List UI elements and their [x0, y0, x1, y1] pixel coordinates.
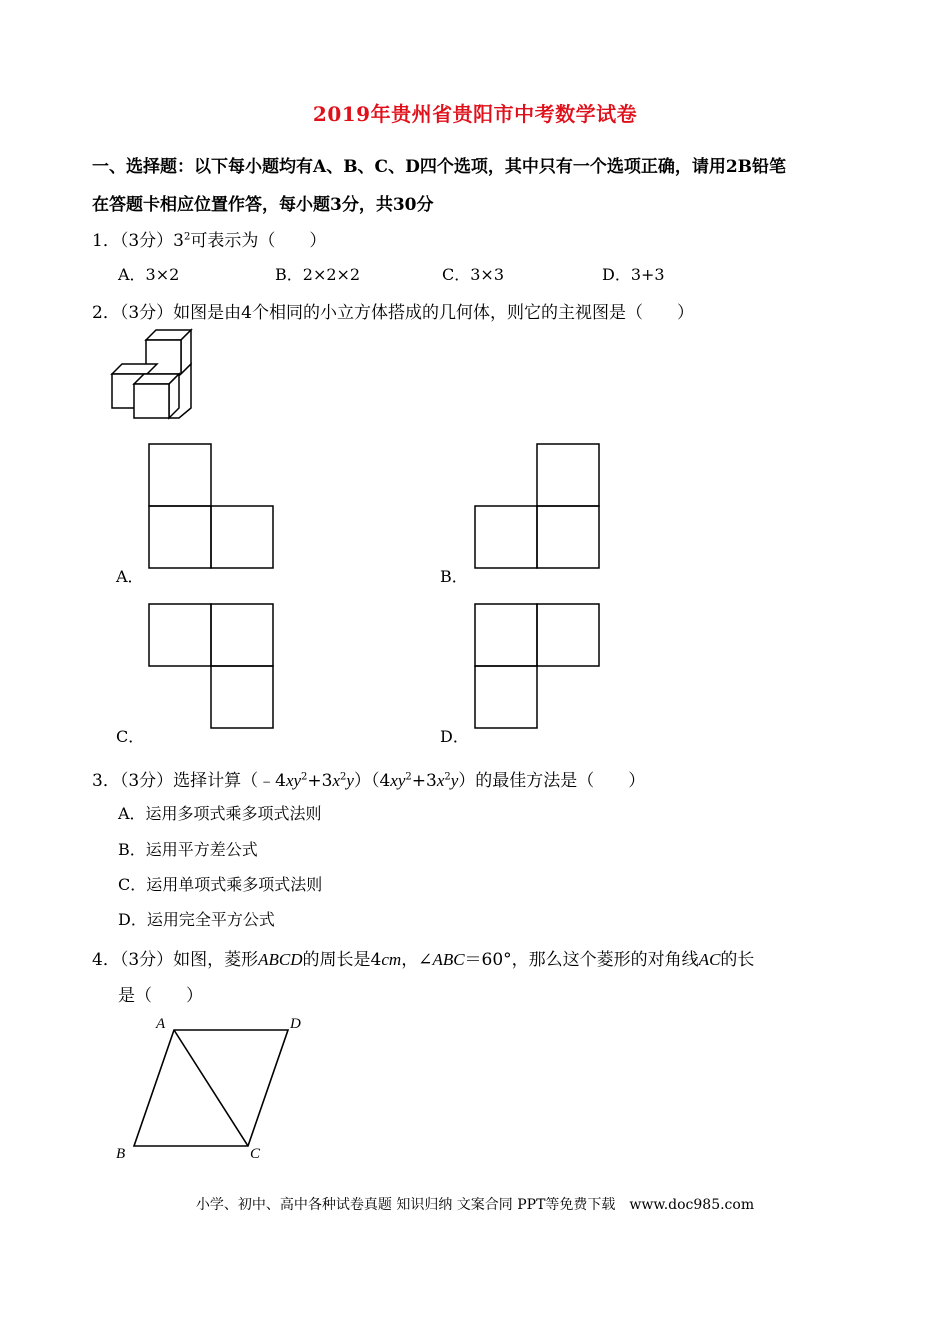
q3-var-xy: xy — [285, 771, 302, 790]
q1-exponent: 2 — [183, 231, 191, 243]
q3-tail: ）的最佳方法是（ ） — [458, 771, 646, 791]
section-heading-line1: 一、选择题：以下每小题均有A、B、C、D四个选项，其中只有一个选项正确，请用2B铅笔 — [92, 157, 787, 177]
q2-option-c-figure — [148, 603, 274, 729]
q4-ac: AC — [698, 950, 721, 969]
q4-text-a: 4．（3分）如图，菱形 — [92, 950, 259, 970]
q3-var-xy: xy — [390, 771, 406, 790]
q2-option-d-label: D． — [440, 727, 469, 746]
question-1 — [92, 226, 326, 251]
vertex-d-label: D — [290, 1016, 301, 1032]
q3-var-x: x — [436, 771, 445, 790]
q2-option-a-label: A． — [116, 567, 144, 586]
q1-prefix: 1．（3分）3 — [92, 231, 184, 251]
q3-exp: 2 — [405, 771, 412, 783]
question-3 — [92, 766, 645, 791]
q3-option-c: C．运用单项式乘多项式法则 — [118, 875, 323, 894]
question-4-line2: 是（ ） — [118, 986, 203, 1006]
section-heading — [92, 148, 872, 224]
q1-option-b: B．2×2×2 — [275, 265, 361, 284]
vertex-c-label: C — [250, 1146, 261, 1162]
q3-lead: 3．（3分）选择计算（﹣4 — [92, 771, 286, 791]
q3-exp: 2 — [340, 771, 347, 783]
q1-option-d: D．3+3 — [602, 265, 665, 284]
q3-option-d: D．运用完全平方公式 — [118, 910, 275, 929]
q3-plus: +3 — [411, 771, 437, 791]
q4-abcd: ABCD — [258, 950, 303, 969]
q2-option-d-figure — [474, 603, 600, 729]
q4-cm: cm — [381, 950, 402, 969]
q1-option-a: A．3×2 — [118, 265, 180, 284]
q1-suffix: 可表示为（ ） — [190, 231, 327, 251]
page-title: 2019年贵州省贵阳市中考数学试卷 — [312, 102, 638, 126]
q3-mid: ）（4 — [353, 771, 391, 791]
q3-exp: 2 — [444, 771, 451, 783]
q2-option-b-label: B． — [440, 567, 468, 586]
q3-var-y: y — [450, 771, 459, 790]
q1-option-c: C．3×3 — [442, 265, 505, 284]
section-heading-line2: 在答题卡相应位置作答，每小题3分，共30分 — [92, 195, 434, 215]
q3-var-y: y — [346, 771, 354, 790]
footer-note: 小学、初中、高中各种试卷真题 知识归纳 文案合同 PPT等免费下载 www.doc985.com — [195, 1197, 755, 1213]
q3-option-b: B．运用平方差公式 — [118, 840, 258, 859]
q3-option-a: A．运用多项式乘多项式法则 — [118, 804, 322, 823]
q2-option-c-label: C． — [116, 727, 145, 746]
rhombus-figure — [110, 1010, 320, 1165]
q2-option-a-figure — [148, 443, 274, 569]
q4-text-d: ＝60°，那么这个菱形的对角线 — [464, 950, 699, 970]
q4-abc: ABC — [432, 950, 465, 969]
q2-option-b-figure — [474, 443, 600, 569]
vertex-a-label: A — [156, 1016, 166, 1032]
q4-text-b: 的周长是4 — [302, 950, 382, 970]
q3-exp: 2 — [301, 771, 308, 783]
question-4-line1 — [92, 945, 754, 970]
cube-figure — [108, 326, 198, 422]
q4-text-c: ，∠ — [401, 950, 433, 970]
vertex-b-label: B — [116, 1146, 126, 1162]
q4-text-e: 的长 — [720, 950, 755, 970]
question-2: 2．（3分）如图是由4个相同的小立方体搭成的几何体，则它的主视图是（ ） — [92, 303, 694, 323]
q3-var-x: x — [332, 771, 341, 790]
q3-plus: +3 — [307, 771, 333, 791]
